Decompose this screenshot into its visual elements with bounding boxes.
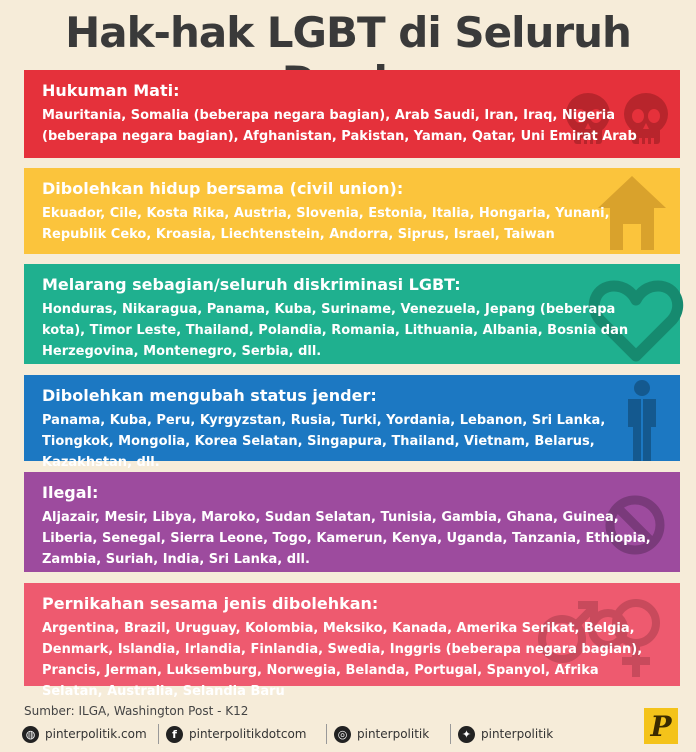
card-country-list: Honduras, Nikaragua, Panama, Kuba, Suriname, Venezuela, Jepang (beberapa kota), Timor Leste, Thailand, Polandia, Romania, Lithuania, Albania, Bosnia dan Herzegovina, Montenegro, Serbia, dll. bbox=[42, 302, 629, 359]
card-civil-union bbox=[24, 168, 680, 254]
social-label: pinterpolitik.com bbox=[45, 727, 147, 741]
card-death-penalty bbox=[24, 70, 680, 158]
card-title: Dibolehkan mengubah status jender: bbox=[42, 386, 377, 405]
social-instagram[interactable] bbox=[334, 724, 429, 744]
divider bbox=[326, 724, 327, 744]
card-gender-change bbox=[24, 375, 680, 470]
social-label: pinterpolitikdotcom bbox=[189, 727, 307, 741]
social-facebook[interactable] bbox=[166, 724, 307, 744]
source-credit: Sumber: ILGA, Washington Post - K12 bbox=[24, 704, 249, 718]
social-website[interactable] bbox=[22, 724, 147, 744]
card-title: Melarang sebagian/seluruh diskriminasi LGBT: bbox=[42, 275, 461, 294]
globe-icon: ◍ bbox=[22, 726, 39, 743]
twitter-icon: ✦ bbox=[458, 726, 475, 743]
card-country-list: Argentina, Brazil, Uruguay, Kolombia, Meksiko, Kanada, Amerika Serikat, Belgia, Denmark, Islandia, Irlandia, Finlandia, Swedia, Inggris (beberapa negara bagian), Prancis, Jerman, Luksemburg, Norwegia, Belanda, Portugal, Spanyol, Afrika Selatan, Australia, Selandia Baru bbox=[42, 621, 643, 699]
card-illegal bbox=[24, 472, 680, 572]
card-anti-discrimination bbox=[24, 264, 680, 364]
card-title: Ilegal: bbox=[42, 483, 99, 502]
instagram-icon: ◎ bbox=[334, 726, 351, 743]
card-country-list: Mauritania, Somalia (beberapa negara bagian), Arab Saudi, Iran, Iraq, Nigeria (beberapa negara bagian), Afghanistan, Pakistan, Yaman, Qatar, Uni Emirat Arab bbox=[42, 108, 637, 144]
footer bbox=[0, 698, 696, 752]
divider bbox=[158, 724, 159, 744]
facebook-icon: f bbox=[166, 726, 183, 743]
page-title: Hak-hak LGBT di Seluruh bbox=[65, 8, 631, 57]
card-country-list: Ekuador, Cile, Kosta Rika, Austria, Slovenia, Estonia, Italia, Hongaria, Yunani, Republik Ceko, Kroasia, Liechtenstein, Andorra, Siprus, Israel, Taiwan bbox=[42, 206, 610, 242]
social-label: pinterpolitik bbox=[481, 727, 554, 741]
divider bbox=[450, 724, 451, 744]
social-twitter[interactable] bbox=[458, 724, 553, 744]
card-country-list: Panama, Kuba, Peru, Kyrgyzstan, Rusia, Turki, Yordania, Lebanon, Sri Lanka, Tiongkok, Mongolia, Korea Selatan, Singapura, Thailand, Vietnam, Belarus, Kazakhstan, dll. bbox=[42, 413, 606, 470]
social-label: pinterpolitik bbox=[357, 727, 430, 741]
card-title: Hukuman Mati: bbox=[42, 81, 180, 100]
pinterpolitik-logo: P bbox=[644, 708, 678, 744]
card-title: Pernikahan sesama jenis dibolehkan: bbox=[42, 594, 379, 613]
card-country-list: Aljazair, Mesir, Libya, Maroko, Sudan Selatan, Tunisia, Gambia, Ghana, Guinea, Liberia, Senegal, Sierra Leone, Togo, Kamerun, Kenya, Uganda, Tanzania, Ethiopia, Zambia, Suriah, India, Sri Lanka, dll. bbox=[42, 510, 651, 567]
card-title: Dibolehkan hidup bersama (civil union): bbox=[42, 179, 404, 198]
card-same-sex-marriage bbox=[24, 583, 680, 699]
